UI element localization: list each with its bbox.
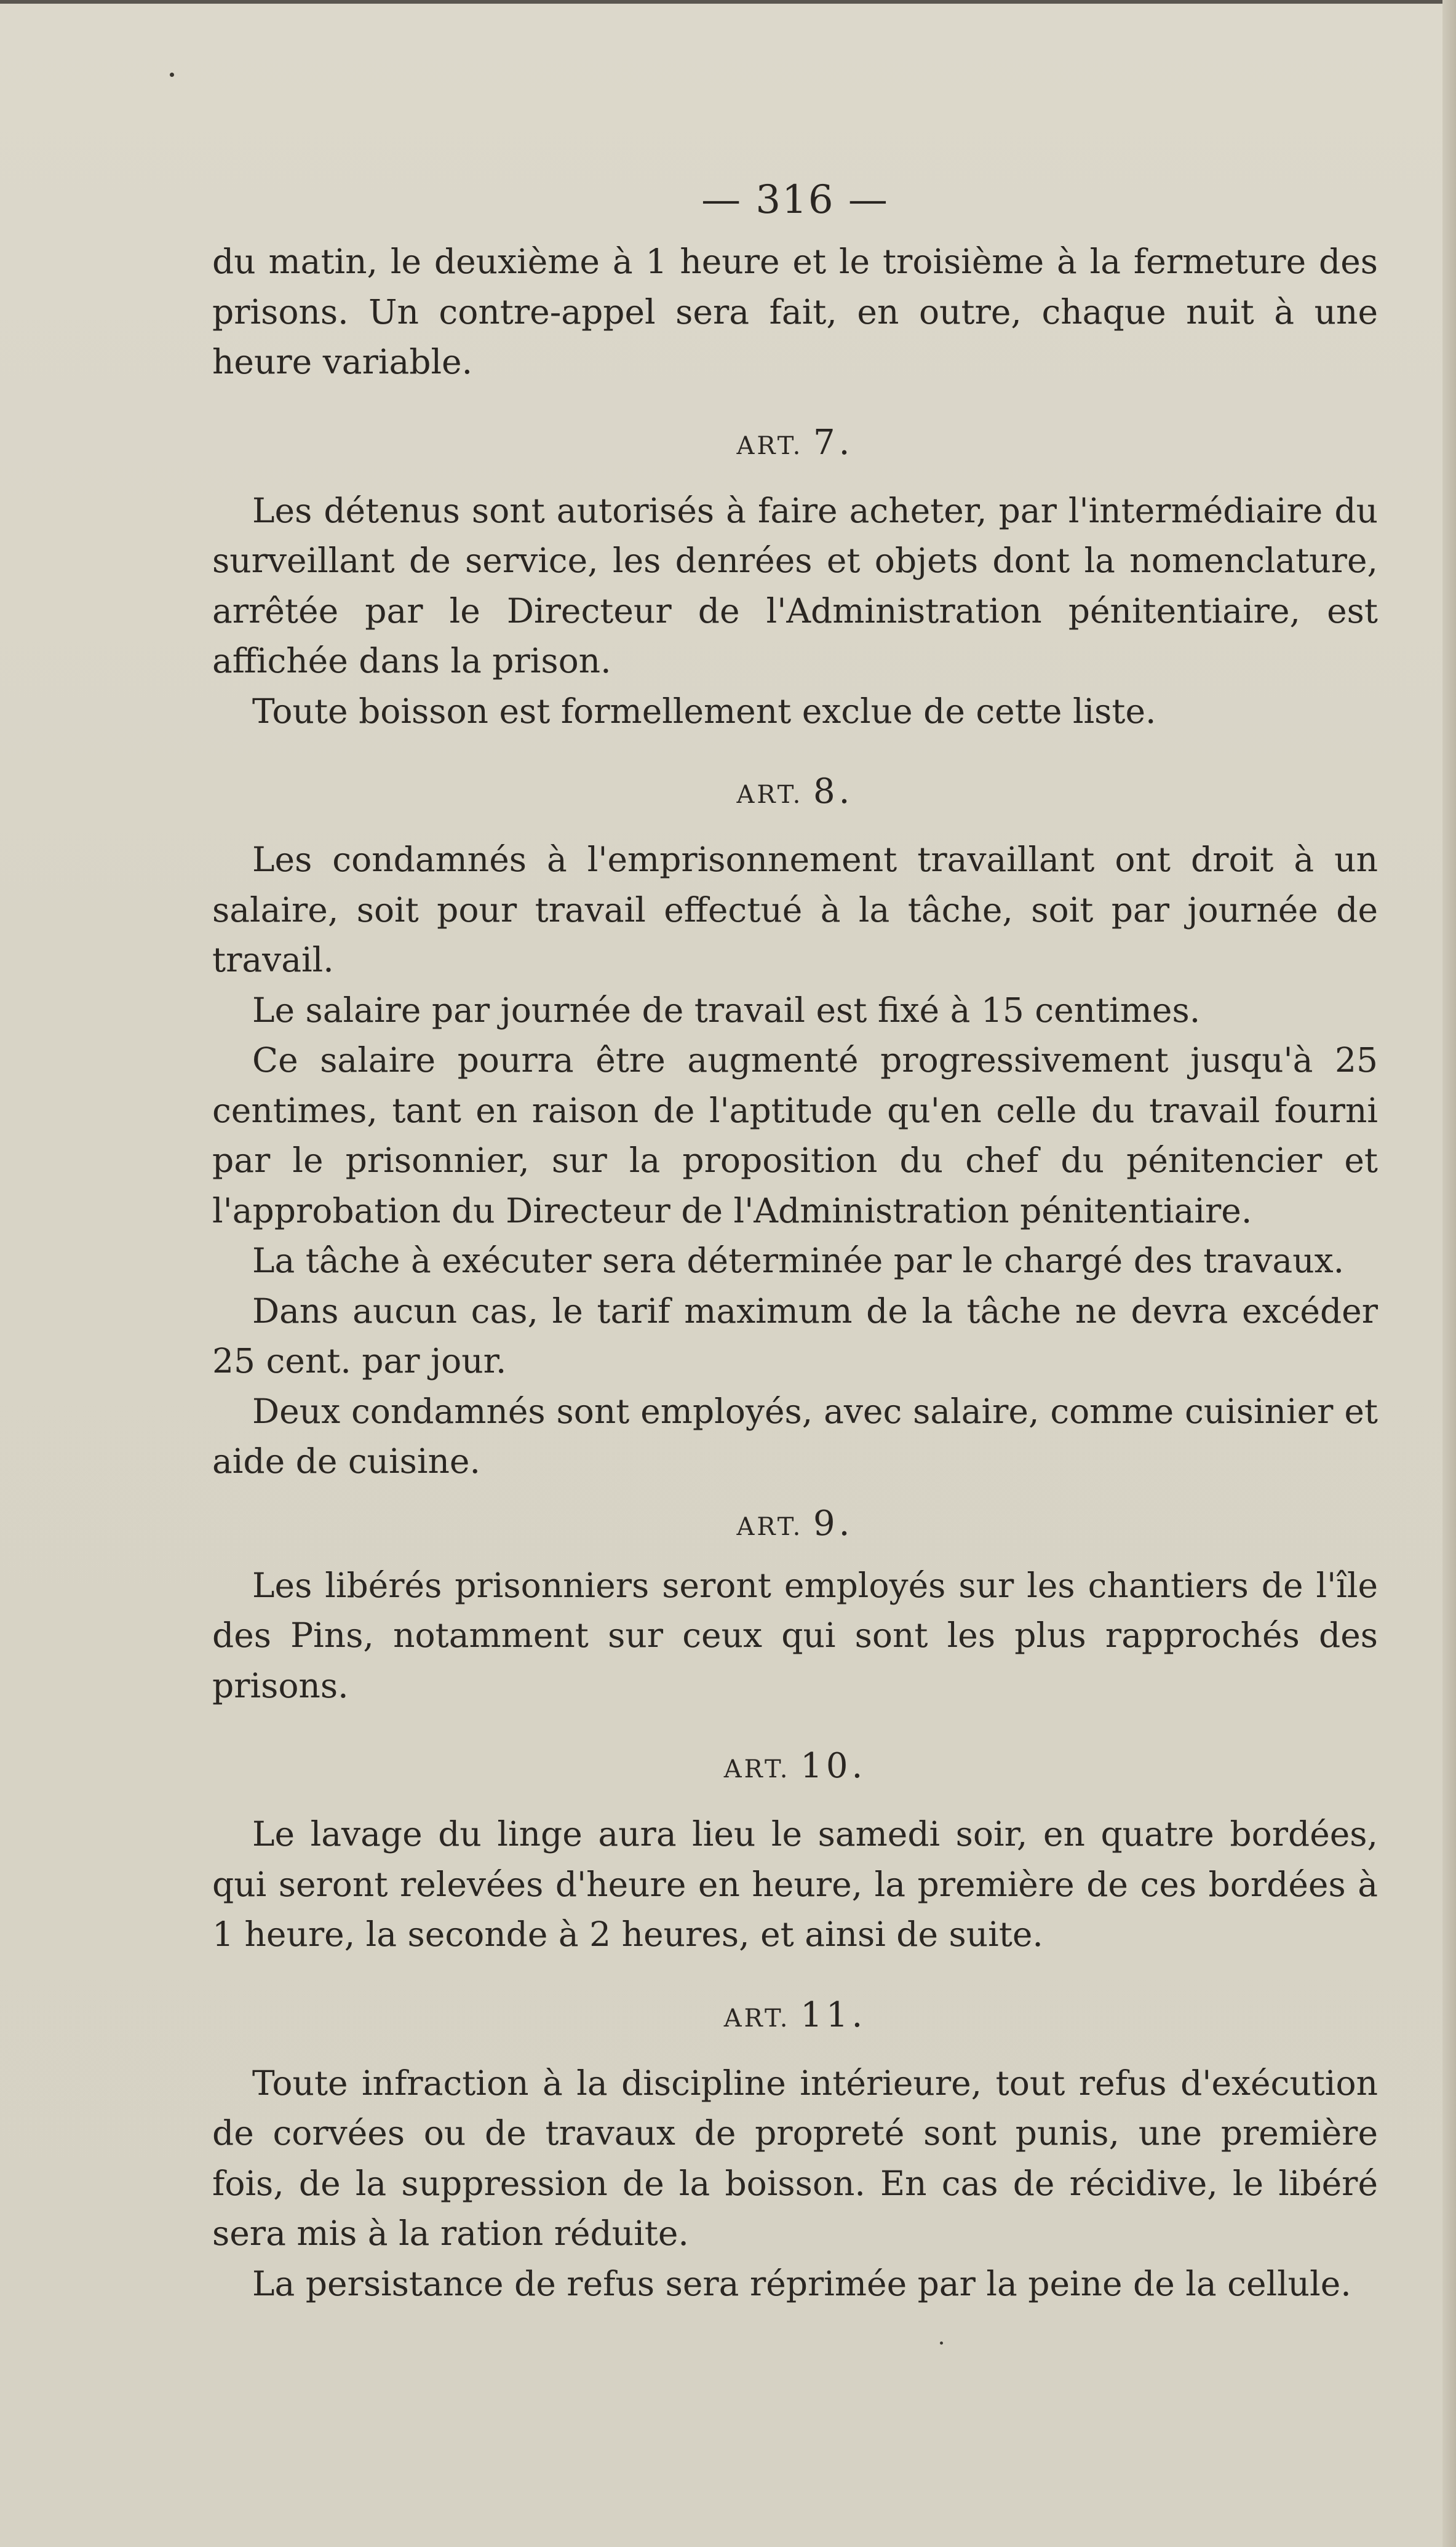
article-number: 9. — [813, 1503, 854, 1544]
page-number: — 316 — — [701, 177, 889, 223]
paragraph: Toute boisson est formellement exclue de cette liste. — [252, 691, 1156, 731]
paragraph: Le lavage du linge aura lieu le samedi soir, en quatre bordées, qui seront relevées d'heure en heure, la première de ces bordées à 1 heure, la seconde à 2 heures, et ainsi de suite. — [212, 1814, 1378, 1954]
page-right-edge — [1442, 0, 1456, 2547]
paragraph: Le salaire par journée de travail est fixé à 15 centimes. — [252, 990, 1201, 1030]
article-heading — [212, 1499, 1378, 1549]
paragraph: Dans aucun cas, le tarif maximum de la tâche ne devra excéder 25 cent. par jour. — [212, 1291, 1378, 1381]
article-label: ART. — [723, 1755, 790, 1784]
paper-speck — [940, 2342, 943, 2345]
article-heading — [212, 1742, 1378, 1791]
article-heading — [212, 1991, 1378, 2040]
paragraph: Toute infraction à la discipline intérieure, tout refus d'exécution de corvées ou de travaux de propreté sont punis, une première fois, de la suppression de la boisson. En cas de récidive, le libéré sera mis à la ration réduite. — [212, 2063, 1378, 2253]
paragraph: La persistance de refus sera réprimée par la peine de la cellule. — [252, 2263, 1351, 2303]
article-label: ART. — [736, 781, 803, 809]
page-top-edge — [0, 0, 1456, 4]
paragraph: Les libérés prisonniers seront employés sur les chantiers de l'île des Pins, notamment sur ceux qui sont les plus rapprochés des prisons. — [212, 1565, 1378, 1705]
article-heading — [212, 418, 1378, 468]
paragraph: Ce salaire pourra être augmenté progressivement jusqu'à 25 centimes, tant en raison de l'aptitude qu'en celle du travail fourni par le prisonnier, sur la proposition du chef du pénitencier et l'approbation du Directeur de l'Administration pénitentiaire. — [212, 1040, 1378, 1230]
document-body — [212, 237, 1378, 2309]
paragraph: Deux condamnés sont employés, avec salaire, comme cuisinier et aide de cuisine. — [212, 1391, 1378, 1481]
article-label: ART. — [736, 1512, 803, 1541]
article-label: ART. — [736, 431, 803, 460]
paragraph: La tâche à exécuter sera déterminée par le chargé des travaux. — [252, 1241, 1345, 1280]
paragraph: Les détenus sont autorisés à faire acheter, par l'intermédiaire du surveillant de service, les denrées et objets dont la nomenclature, arrêtée par le Directeur de l'Administration pénitentiaire, est affichée dans la prison. — [212, 490, 1378, 680]
paper-speck — [170, 73, 174, 77]
paragraph: Les condamnés à l'emprisonnement travaillant ont droit à un salaire, soit pour travail effectué à la tâche, soit par journée de travail. — [212, 840, 1378, 979]
paragraph: du matin, le deuxième à 1 heure et le troisième à la fermeture des prisons. Un contre-appel sera fait, en outre, chaque nuit à une heure variable. — [212, 242, 1378, 381]
article-number: 7. — [813, 422, 854, 463]
article-number: 10. — [800, 1746, 867, 1786]
page-content — [212, 175, 1378, 2309]
article-number: 11. — [800, 1995, 867, 2035]
article-label: ART. — [723, 2004, 790, 2033]
article-heading — [212, 767, 1378, 816]
article-number: 8. — [813, 771, 854, 811]
